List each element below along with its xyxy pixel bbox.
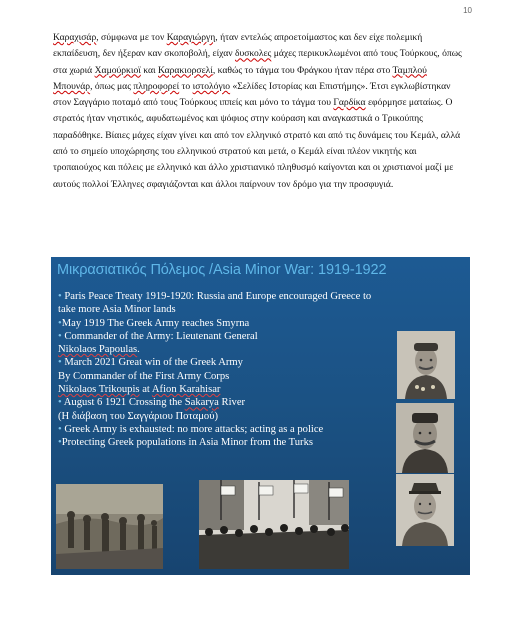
bullet-text: By Commander of the First Army Corps [58,370,230,382]
slide-bullet-line [58,356,454,369]
bullet-marker: • [58,437,62,449]
bullet-marker: • [58,291,65,302]
slide-bullet-line [58,370,454,383]
bullet-marker: • [58,330,65,342]
soldiers-photo [56,484,163,569]
underlined-word: Ταμπλού Μπουνάρ [53,64,427,92]
page-number: 10 [463,6,472,15]
underlined-word: δυσκολες [234,48,272,60]
bullet-text: August 6 1921 Crossing the [63,397,185,409]
text-run: μάχες περικυκλωμένοι από τους Τούρκους, όπως στα χωριά [53,48,462,76]
underlined-word: Γαρδίκα [333,97,366,109]
slide-bullet-line [58,290,454,303]
bullet-text: Greek Army is exhausted: no more attacks; acting as a police [64,423,324,435]
text-run: , όπως μας [90,80,134,92]
underlined-word: Χαμούρκιοϊ [94,64,141,76]
underlined-name: Nikolaos Papoulas [58,344,138,356]
slide-bullet-line [58,436,454,449]
bullet-text: Protecting Greek populations in Asia Minor from the Turks [61,437,314,449]
papoulas-portrait-photo [397,331,455,399]
slide-bullet-line [58,383,454,396]
bullet-text: . [137,344,140,356]
text-run: εφόρμησε ματαίως. Ο στρατός ήταν νηστικός, αφυδατωμένος και ψόφιος στην κούραση και αναγκαστικά ο Τρικούπης παραδόθηκε. Βίαιες μάχες είχαν γίνει και από τον ελληνικό στρατό και από τις δυνάμεις του Κεμάλ, αλλά από το σημείο υποχώρησης του ελληνικού στρατού και μετά, ο Κεμάλ είναι πλέον νικητής και τροπαιούχος και πόλεις με ελληνικό και άλλο χριστιανικό πληθυσμό καίγονται και οι χριστιανοί μαζί με αυτούς πολλοί Έλληνες σφαγιάζονται και άλλοι παίρνουν τον δρόμο για την προσφυγιά. [53,97,461,190]
slide-bullet-line [58,396,454,409]
underlined-word: Καραγιώργη [166,32,216,43]
crowd-photo [199,480,349,569]
bullet-marker: • [58,317,62,329]
underlined-name: Sakarya [184,397,219,409]
underlined-word: ιστολόγιο [192,80,231,92]
bullet-text: Commander of the Army: Lieutenant General [64,330,258,342]
bullet-marker: • [58,423,65,435]
slide-title: Μικρασιατικός Πόλεμος /Asia Minor War: 1919-1922 [57,262,387,278]
bullet-text: River [218,397,246,409]
underlined-name: Afion Karahisar [151,384,221,396]
bullet-text: May 1919 The Greek Army reaches Smyrna [61,317,250,329]
text-run: και [140,64,158,76]
text-run: , καθώς το τάγμα του Φράγκου ήταν πέρα στο [212,64,393,76]
bullet-text: March 2021 Great win of the Greek Army [64,357,243,369]
bullet-marker: • [58,357,65,369]
slide-bullet-line [58,317,454,330]
presentation-slide [51,257,470,575]
underlined-word: Καραχισάρ [53,32,97,43]
trikoupis-portrait-photo [396,403,454,473]
bullet-text: (Η διάβαση του Σαγγάριου Ποταμού) [58,410,218,422]
underlined-word: πληροφορεί [133,80,180,92]
slide-bullet-line [58,330,454,343]
body-paragraph [53,30,467,193]
slide-bullet-line [58,423,454,436]
bullet-text: Paris Peace Treaty 1919-1920: Russia and Europe encouraged Greece to [64,291,372,302]
text-run: «Σελίδες Ιστορίας και Επιστήμης». Έτσι εγκλωβίστηκαν στον Σαγγάριο ποταμό από τους Τούρκους ιππείς και μόνο το τάγμα του [53,80,451,109]
slide-bullet-line [58,410,454,423]
slide-bullet-list [58,290,454,450]
officer-portrait-photo [396,474,454,546]
bullet-text: at [139,384,152,396]
slide-bullet-line [58,303,454,316]
text-run: , ήταν εντελώς απροετοίμαστος και δεν είχε πολεμική εκπαίδευση, δεν ήξεραν καν σκοποβολή, είχαν [53,32,423,60]
underlined-name: Nikolaos Trikoupis [58,384,140,396]
slide-bullet-line [58,343,454,356]
underlined-word: Καρακιορσελί [158,64,213,76]
bullet-marker: • [58,397,64,409]
text-run: το [179,80,193,92]
text-run: , σύμφωνα με τον [96,32,167,43]
bullet-text: take more Asia Minor lands [58,304,176,316]
